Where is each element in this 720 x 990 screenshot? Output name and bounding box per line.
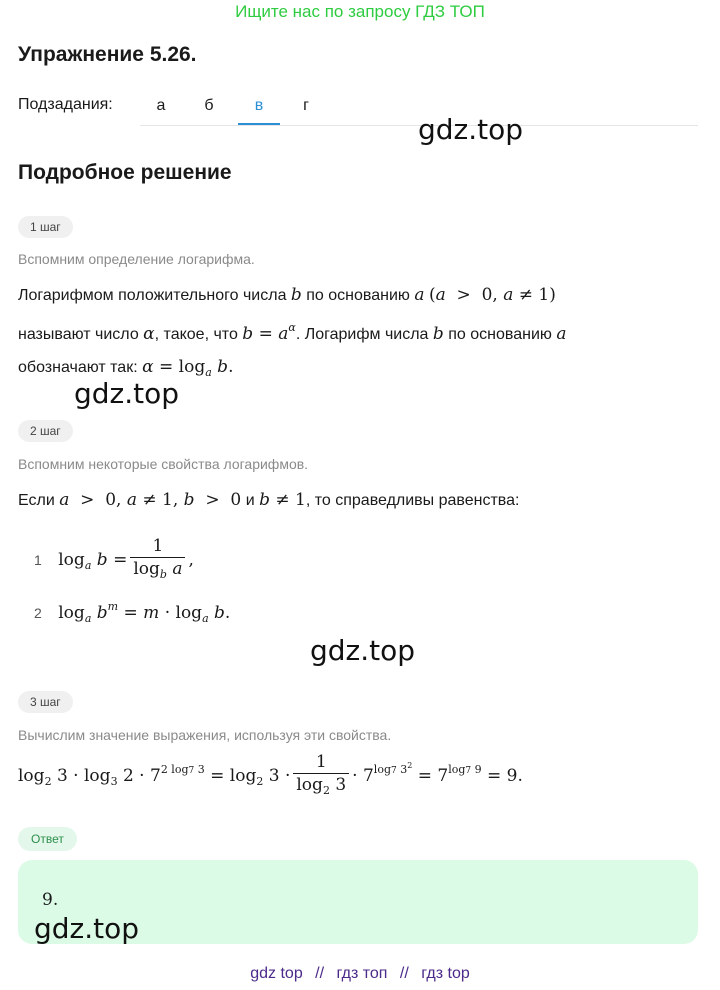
math-property-1: $\log_a b$ = $\frac{1}{\log_b a}$ , bbox=[58, 536, 194, 581]
math-b: b bbox=[290, 285, 302, 305]
step-3-badge: 3 шаг bbox=[18, 691, 73, 713]
math-condition-a: a > 0, a ≠ 1, b > 0 bbox=[59, 490, 242, 510]
answer-badge: Ответ bbox=[18, 827, 77, 851]
footer-separator: // bbox=[399, 965, 409, 982]
text: по основанию bbox=[306, 287, 410, 304]
step-1-hint: Вспомним определение логарифма. bbox=[18, 251, 255, 267]
subtasks-label: Подзадания: bbox=[18, 96, 113, 113]
math-a: a bbox=[414, 285, 425, 305]
text: Если bbox=[18, 492, 55, 509]
step-3-computation bbox=[18, 751, 523, 802]
footer-link-3[interactable]: гдз top bbox=[421, 965, 470, 982]
footer-links bbox=[0, 965, 720, 983]
step-1-line-3 bbox=[18, 357, 233, 379]
math-condition: (a > 0, a ≠ 1) bbox=[428, 285, 556, 305]
math-alpha: α bbox=[143, 324, 155, 344]
text: обозначают так: bbox=[18, 359, 138, 376]
step-2-badge: 2 шаг bbox=[18, 420, 73, 442]
text: , такое, что bbox=[154, 326, 238, 343]
math-b: b bbox=[432, 324, 444, 344]
watermark: gdz.top bbox=[34, 912, 140, 945]
text: и bbox=[245, 492, 255, 509]
footer-link-2[interactable]: гдз топ bbox=[336, 965, 388, 982]
watermark: gdz.top bbox=[74, 377, 180, 410]
property-1 bbox=[34, 535, 194, 586]
text: Логарифмом положительного числа bbox=[18, 287, 287, 304]
tab-b[interactable]: б bbox=[204, 97, 214, 114]
math-definition: $b = a^\alpha$ bbox=[242, 321, 296, 344]
step-3-hint: Вычислим значение выражения, используя эти свойства. bbox=[18, 727, 392, 743]
section-title: Подробное решение bbox=[18, 161, 232, 184]
top-search-link[interactable]: Ищите нас по запросу ГДЗ ТОП bbox=[235, 2, 485, 21]
page-title: Упражнение 5.26. bbox=[18, 43, 197, 66]
text: , то справедливы равенства: bbox=[305, 492, 520, 509]
math-log-notation: $\alpha = \log_a b$. bbox=[142, 357, 234, 379]
text: по основанию bbox=[448, 326, 552, 343]
tab-g[interactable]: г bbox=[303, 97, 309, 114]
math-a: a bbox=[556, 324, 567, 344]
watermark: gdz.top bbox=[418, 113, 524, 146]
step-2-condition-line bbox=[18, 490, 519, 510]
math-property-2: $\log_a b^m = m \cdot \log_a b$. bbox=[58, 600, 231, 625]
footer-separator: // bbox=[315, 965, 325, 982]
text: . Логарифм числа bbox=[295, 326, 429, 343]
step-2-hint: Вспомним некоторые свойства логарифмов. bbox=[18, 456, 309, 472]
step-1-line-1 bbox=[18, 285, 556, 305]
footer-link-1[interactable]: gdz top bbox=[250, 965, 303, 982]
tab-v[interactable]: в bbox=[238, 88, 280, 125]
watermark: gdz.top bbox=[310, 634, 416, 667]
tab-a[interactable]: а bbox=[156, 97, 166, 114]
answer-value: 9. bbox=[42, 890, 59, 910]
step-1-line-2 bbox=[18, 321, 566, 344]
math-computation: $\log_2 3 \cdot \log_3 2 \cdot 7^{2 log7 3} = \log_2 3$ · $\frac{1}{\log_2 3}$ · $7^{log7 3^2} = 7^{log7 9} = 9$. bbox=[18, 752, 523, 797]
text: называют число bbox=[18, 326, 139, 343]
list-number: 2 bbox=[34, 605, 42, 621]
math-condition-b: b ≠ 1 bbox=[259, 490, 306, 510]
list-number: 1 bbox=[34, 552, 42, 568]
property-2 bbox=[34, 600, 230, 625]
step-1-badge: 1 шаг bbox=[18, 216, 73, 238]
